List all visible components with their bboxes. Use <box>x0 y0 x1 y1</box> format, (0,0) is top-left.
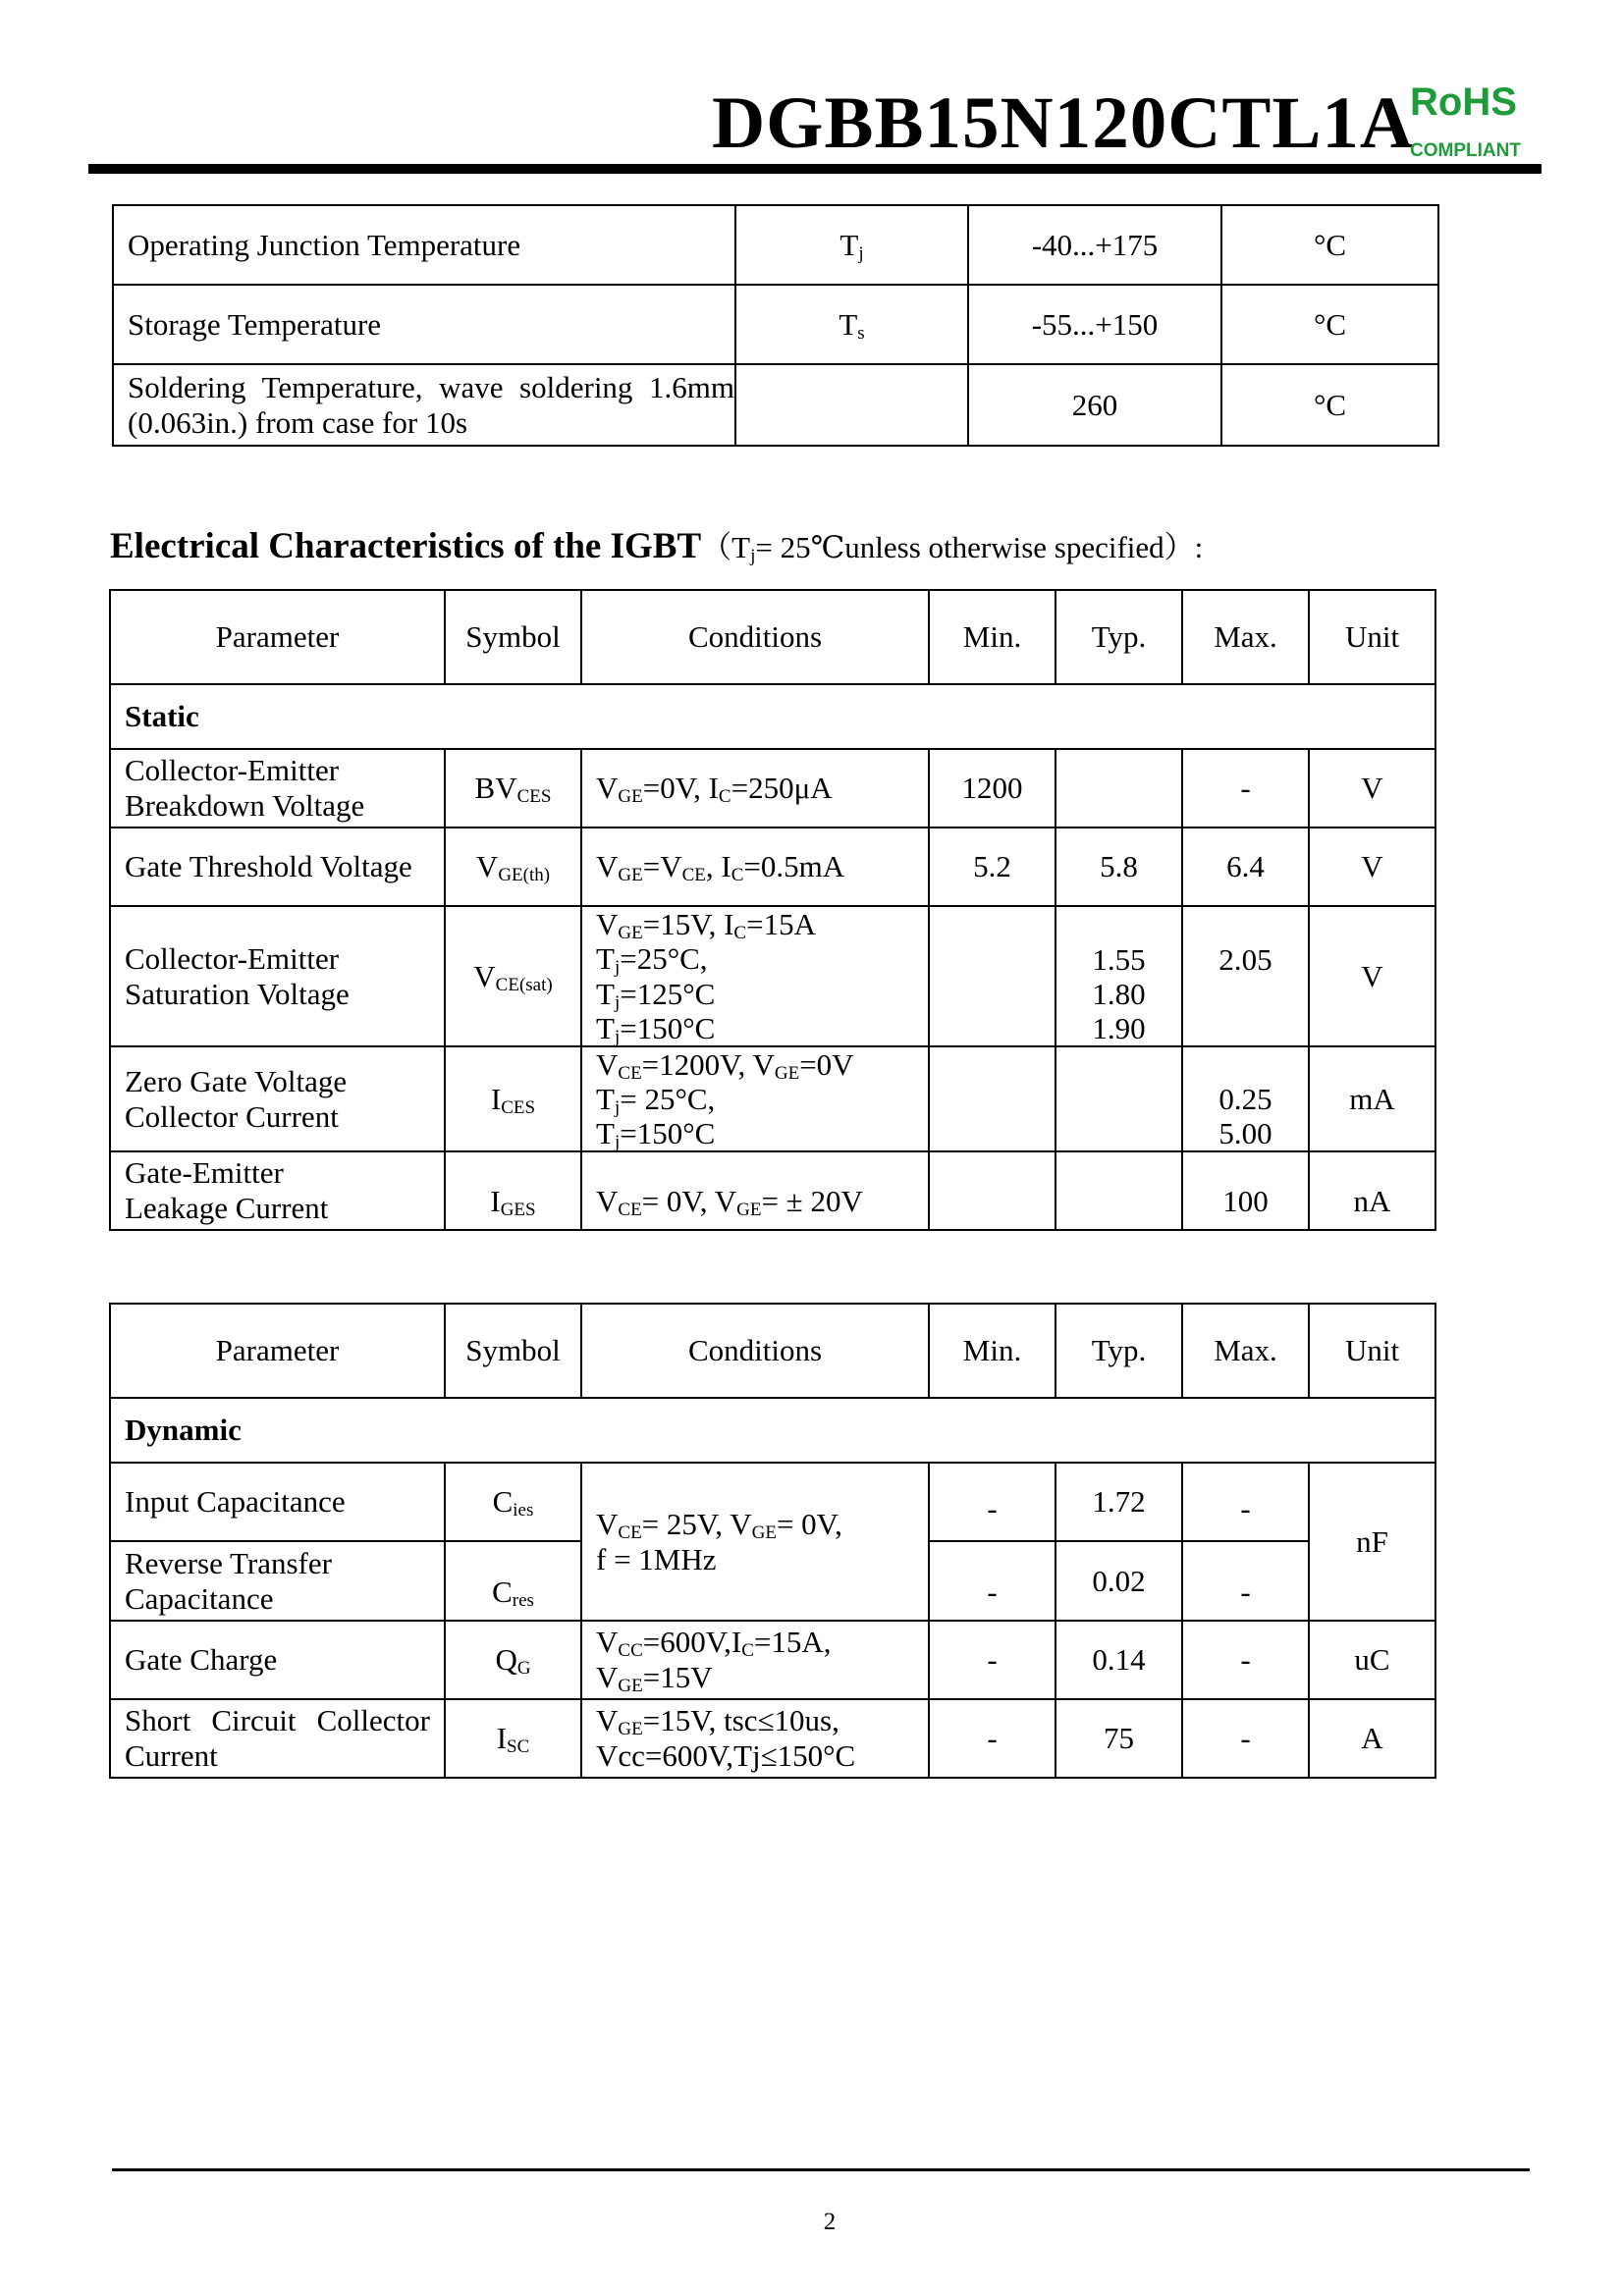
symbol-cell: $I_{GES}$ <box>445 1151 581 1230</box>
column-header: Parameter <box>110 590 445 684</box>
section-row <box>110 1398 1435 1463</box>
unit-cell: V <box>1309 828 1435 906</box>
max-cell: 100 <box>1182 1151 1309 1230</box>
parameter-cell: Collector-Emitter Saturation Voltage <box>110 906 445 1046</box>
unit-cell: °C <box>1221 285 1438 364</box>
conditions-cell: $V_{CE}= 25V$, $V_{GE}= 0V$, f = 1MHz <box>581 1463 929 1621</box>
typ-cell: 1.72 <box>1056 1463 1182 1541</box>
symbol-cell: $C_{res}$ <box>445 1541 581 1621</box>
symbol-cell: $T_s$ <box>735 285 968 364</box>
symbol-cell: $Q_G$ <box>445 1621 581 1699</box>
typ-cell <box>1056 1151 1182 1230</box>
column-header: Min. <box>929 1304 1056 1398</box>
section-heading-note: （$T_j=$ 25℃unless otherwise specified）: <box>701 530 1204 566</box>
header-rule <box>88 164 1542 174</box>
column-header: Symbol <box>445 1304 581 1398</box>
parameter-cell: Storage Temperature <box>113 285 735 364</box>
unit-cell: uC <box>1309 1621 1435 1699</box>
unit-cell: nF <box>1309 1463 1435 1621</box>
min-cell: - <box>929 1621 1056 1699</box>
max-cell: 6.4 <box>1182 828 1309 906</box>
typ-cell: 1.55 1.80 1.90 <box>1056 906 1182 1046</box>
symbol-cell <box>735 364 968 446</box>
symbol-cell: $V_{CE(sat)}$ <box>445 906 581 1046</box>
min-cell <box>929 1046 1056 1151</box>
column-header: Unit <box>1309 590 1435 684</box>
table-row <box>110 1621 1435 1699</box>
column-header: Unit <box>1309 1304 1435 1398</box>
conditions-cell: $V_{GE}=15V$, $I_C=15A$ $T_j=25^\circ C$, $T_j=125^\circ C$ $T_j=150^\circ C$ <box>581 906 929 1046</box>
symbol-cell: $V_{GE(th)}$ <box>445 828 581 906</box>
rohs-logo: RoHS <box>1410 80 1517 124</box>
min-cell: - <box>929 1699 1056 1778</box>
section-heading-title: Electrical Characteristics of the IGBT <box>110 526 702 566</box>
column-header: Symbol <box>445 590 581 684</box>
max-cell: 0.25 5.00 <box>1182 1046 1309 1151</box>
max-cell: - <box>1182 1541 1309 1621</box>
footer-rule <box>112 2168 1530 2171</box>
table-row <box>113 364 1438 446</box>
parameter-line: Soldering Temperature, wave soldering 1.6mm <box>128 369 734 404</box>
parameter-cell: Short Circuit Collector Current <box>110 1699 445 1778</box>
typ-cell <box>1056 749 1182 828</box>
table-row <box>113 285 1438 364</box>
min-cell: 1200 <box>929 749 1056 828</box>
symbol-cell: $I_{SC}$ <box>445 1699 581 1778</box>
rohs-compliant-label: COMPLIANT <box>1410 140 1521 161</box>
conditions-cell: $V_{GE}=0V$, $I_C=250\mu A$ <box>581 749 929 828</box>
symbol-cell: $T_j$ <box>735 205 968 285</box>
static-characteristics-table <box>109 589 1436 1231</box>
column-header: Parameter <box>110 1304 445 1398</box>
parameter-cell: Gate-Emitter Leakage Current <box>110 1151 445 1230</box>
conditions-cell: $V_{CC}=600V,I_C=15A$, $V_{GE}=15V$ <box>581 1621 929 1699</box>
table-row <box>110 749 1435 828</box>
symbol-cell: $BV_{CES}$ <box>445 749 581 828</box>
value-cell: -40...+175 <box>968 205 1221 285</box>
unit-cell: mA <box>1309 1046 1435 1151</box>
unit-cell: °C <box>1221 364 1438 446</box>
ratings-table <box>112 204 1439 447</box>
column-header: Typ. <box>1056 1304 1182 1398</box>
parameter-cell: Operating Junction Temperature <box>113 205 735 285</box>
max-cell: - <box>1182 1621 1309 1699</box>
typ-cell: 5.8 <box>1056 828 1182 906</box>
symbol-cell: $C_{ies}$ <box>445 1463 581 1541</box>
unit-cell: °C <box>1221 205 1438 285</box>
section-heading <box>110 528 1203 564</box>
dynamic-characteristics-table <box>109 1303 1436 1779</box>
table-row <box>110 828 1435 906</box>
value-cell: 260 <box>968 364 1221 446</box>
table-row <box>110 1151 1435 1230</box>
conditions-cell: $V_{GE}=V_{CE}$, $I_C=0.5mA$ <box>581 828 929 906</box>
typ-cell <box>1056 1046 1182 1151</box>
parameter-cell: Gate Charge <box>110 1621 445 1699</box>
header-row <box>110 1304 1435 1398</box>
unit-cell: nA <box>1309 1151 1435 1230</box>
parameter-line: (0.063in.) from case for 10s <box>128 404 468 440</box>
min-cell: - <box>929 1541 1056 1621</box>
parameter-cell <box>113 364 735 446</box>
section-label: Dynamic <box>110 1398 1435 1463</box>
table-row <box>110 906 1435 1046</box>
min-cell: - <box>929 1463 1056 1541</box>
parameter-cell: Reverse Transfer Capacitance <box>110 1541 445 1621</box>
unit-cell: A <box>1309 1699 1435 1778</box>
column-header: Conditions <box>581 590 929 684</box>
header-row <box>110 590 1435 684</box>
column-header: Min. <box>929 590 1056 684</box>
symbol-cell: $I_{CES}$ <box>445 1046 581 1151</box>
max-cell: - <box>1182 1699 1309 1778</box>
column-header: Max. <box>1182 1304 1309 1398</box>
typ-cell: 75 <box>1056 1699 1182 1778</box>
max-cell: - <box>1182 1463 1309 1541</box>
conditions-cell: $V_{GE}=15V$, tsc≤10us, Vcc=600V,Tj≤150°C <box>581 1699 929 1778</box>
parameter-cell: Collector-Emitter Breakdown Voltage <box>110 749 445 828</box>
parameter-cell: Gate Threshold Voltage <box>110 828 445 906</box>
conditions-cell: $V_{CE}= 0V$, $V_{GE}= \pm 20V$ <box>581 1151 929 1230</box>
table-row <box>110 1463 1435 1541</box>
value-cell: -55...+150 <box>968 285 1221 364</box>
max-cell: - <box>1182 749 1309 828</box>
min-cell <box>929 906 1056 1046</box>
parameter-cell: Zero Gate Voltage Collector Current <box>110 1046 445 1151</box>
table-row <box>113 205 1438 285</box>
part-number-title: DGBB15N120CTL1A <box>712 82 1415 164</box>
page-number: 2 <box>823 2209 837 2235</box>
unit-cell: V <box>1309 749 1435 828</box>
typ-cell: 0.14 <box>1056 1621 1182 1699</box>
min-cell <box>929 1151 1056 1230</box>
typ-cell: 0.02 <box>1056 1541 1182 1621</box>
table-row <box>110 1046 1435 1151</box>
column-header: Max. <box>1182 590 1309 684</box>
parameter-cell: Input Capacitance <box>110 1463 445 1541</box>
table-row <box>110 1699 1435 1778</box>
section-row <box>110 684 1435 749</box>
unit-cell: V <box>1309 906 1435 1046</box>
column-header: Conditions <box>581 1304 929 1398</box>
min-cell: 5.2 <box>929 828 1056 906</box>
column-header: Typ. <box>1056 590 1182 684</box>
section-label: Static <box>110 684 1435 749</box>
max-cell: 2.05 <box>1182 906 1309 1046</box>
conditions-cell: $V_{CE}=1200V$, $V_{GE}=0V$ $T_j= 25^\circ C$, $T_j=150^\circ C$ <box>581 1046 929 1151</box>
